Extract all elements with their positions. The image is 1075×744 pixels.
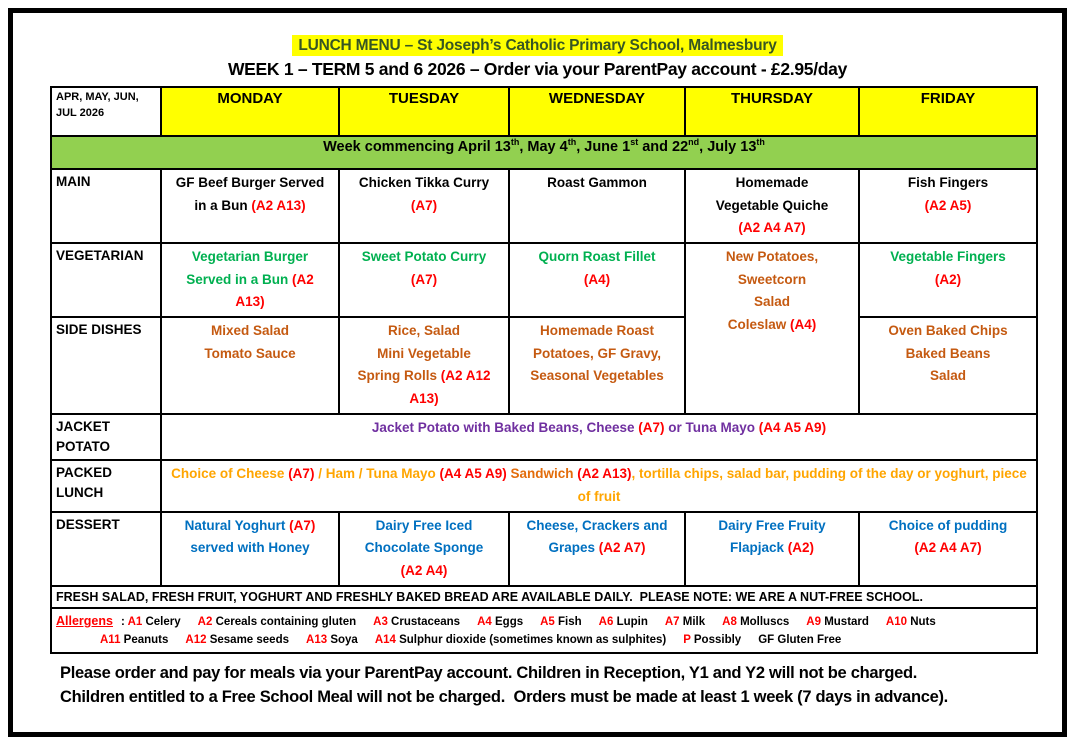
text-segment: st (630, 137, 639, 148)
text-segment: Salad (753, 294, 791, 310)
text-segment: Sandwich (506, 466, 578, 482)
text-segment: (A2 A7) (598, 540, 646, 556)
text-segment: (A4 A5 A9) (758, 419, 827, 435)
row-label-jacket-potato: JACKET POTATO (51, 414, 161, 461)
row-label-dessert: DESSERT (51, 512, 161, 586)
cell-main-monday (161, 169, 339, 243)
text-segment: New Potatoes, (725, 249, 819, 265)
text-segment: , July 13 (699, 139, 757, 155)
text-segment: (A7) (410, 271, 438, 287)
text-segment: (A7) (288, 466, 315, 482)
text-segment: Spring Rolls (357, 368, 441, 384)
text-segment: Jacket Potato with Baked Beans, Cheese (371, 419, 639, 435)
text-segment: Tomato Sauce (204, 345, 296, 361)
lunch-menu-table (50, 86, 1038, 654)
months-corner-label: APR, MAY, JUN, JUL 2026 (51, 87, 161, 136)
text-segment: (A7) (410, 197, 438, 213)
text-segment: Sweetcorn (737, 271, 807, 287)
ordering-note-line2: Children entitled to a Free School Meal will not be charged. Orders must be made at least 1 week (7 days in advance). (60, 688, 948, 707)
allergen-item-a11: A11 Peanuts (100, 634, 169, 647)
text-segment: Salad (929, 368, 967, 384)
text-segment: Flapjack (729, 540, 788, 556)
text-segment: (A7) (638, 419, 665, 435)
allergen-item-a7: A7 Milk (664, 615, 706, 628)
menu-page (8, 8, 1067, 737)
text-segment: nd (688, 137, 700, 148)
text-segment: (A2 A4) (400, 562, 448, 578)
text-segment: (A2 A13) (577, 466, 632, 482)
allergen-item-a13: A13 Soya (306, 634, 358, 647)
allergen-item-a6: A6 Lupin (598, 615, 648, 628)
ordering-note-line1: Please order and pay for meals via your ParentPay account. Children in Reception, Y1 and Y2 will not be charged. (60, 663, 918, 682)
text-segment: Mixed Salad (210, 323, 290, 339)
cell-side-dishes-friday (859, 317, 1037, 414)
text-segment: Choice of Cheese (171, 466, 289, 482)
day-header-thursday: THURSDAY (685, 87, 859, 136)
text-segment: Potatoes, GF Gravy, (532, 345, 662, 361)
allergen-item-gf: GF Gluten Free (758, 634, 842, 647)
day-header-friday: FRIDAY (859, 87, 1037, 136)
text-segment: Chicken Tikka Curry (358, 175, 490, 190)
allergens-legend (51, 608, 1037, 653)
cell-dessert-friday (859, 512, 1037, 586)
text-segment: Homemade Roast (539, 323, 655, 339)
text-segment: (A2) (934, 271, 962, 287)
row-label-packed-lunch: PACKED LUNCH (51, 460, 161, 511)
text-segment: (A7) (289, 517, 316, 533)
day-header-wednesday: WEDNESDAY (509, 87, 685, 136)
text-segment: Natural Yoghurt (184, 517, 290, 533)
text-segment: and 22 (638, 139, 689, 155)
text-segment: (A4 A5 A9) (439, 466, 507, 482)
text-segment: (A2 A13) (251, 197, 306, 213)
allergens-line2 (56, 631, 1032, 649)
ordering-note (60, 661, 1042, 711)
text-segment: GF Beef Burger Served (175, 175, 325, 190)
text-segment: A13) (409, 391, 439, 407)
text-segment: (A4) (583, 271, 611, 287)
text-segment: Vegetable Fingers (890, 249, 1006, 265)
text-segment: Baked Beans (905, 345, 991, 361)
text-segment: Fish Fingers (907, 175, 989, 190)
page-subtitle: WEEK 1 – TERM 5 and 6 2026 – Order via your ParentPay account - £2.95/day (227, 59, 848, 79)
text-segment: th (756, 137, 765, 148)
allergen-item-a9: A9 Mustard (806, 615, 869, 628)
cell-main-tuesday (339, 169, 509, 243)
row-label-vegetarian: VEGETARIAN (51, 243, 161, 317)
text-segment: (A2 A4 A7) (914, 540, 982, 556)
cell-vegetarian-tuesday (339, 243, 509, 317)
week-commencing-band (51, 136, 1037, 169)
text-segment: th (567, 137, 577, 148)
cell-vegetarian-wednesday (509, 243, 685, 317)
text-segment: Dairy Free Fruity (718, 517, 826, 533)
text-segment: (A4) (790, 317, 817, 333)
text-segment: Homemade (735, 175, 809, 190)
text-segment: Oven Baked Chips (888, 323, 1008, 339)
text-segment: Vegetarian Burger (191, 249, 309, 265)
cell-dessert-tuesday (339, 512, 509, 586)
row-label-main: MAIN (51, 169, 161, 243)
allergen-item-a12: A12 Sesame seeds (185, 634, 290, 647)
allergen-item-a14: A14 Sulphur dioxide (sometimes known as sulphites) (374, 634, 667, 647)
cell-dessert-thursday (685, 512, 859, 586)
allergens-label: Allergens (56, 613, 113, 628)
cell-dessert-wednesday (509, 512, 685, 586)
text-segment: , May 4 (519, 139, 568, 155)
text-segment: Vegetable Quiche (715, 197, 829, 213)
text-segment: (A2 (292, 271, 314, 287)
page-title: LUNCH MENU – St Joseph’s Catholic Primary School, Malmesbury (292, 35, 782, 56)
cell-vegetarian-thursday (685, 243, 859, 414)
day-header-monday: MONDAY (161, 87, 339, 136)
text-segment: Cheese, Crackers and (526, 517, 668, 533)
text-segment: Choice of pudding (888, 517, 1008, 533)
text-segment: Chocolate Sponge (364, 540, 484, 556)
allergen-item-a8: A8 Molluscs (722, 615, 790, 628)
allergens-label-colon: : (120, 615, 128, 628)
text-segment: Roast Gammon (547, 175, 647, 190)
allergen-item-a2: A2 Cereals containing gluten (197, 615, 357, 628)
text-segment: or Tuna Mayo (664, 419, 759, 435)
cell-packed-lunch-all-days (161, 460, 1037, 511)
allergen-item-a10: A10 Nuts (885, 615, 936, 628)
text-segment: (A2) (787, 540, 815, 556)
text-segment: Rice, Salad (387, 323, 461, 339)
allergen-item-a4: A4 Eggs (477, 615, 524, 628)
text-segment: Mini Vegetable (377, 345, 471, 361)
title-row (13, 35, 1062, 56)
text-segment: Quorn Roast Fillet (538, 249, 656, 265)
cell-dessert-monday (161, 512, 339, 586)
text-segment: Served in a Bun (186, 271, 292, 287)
text-segment: Coleslaw (727, 317, 791, 333)
cell-jacket-potato-all-days (161, 414, 1037, 461)
text-segment: (A2 A12 (440, 368, 491, 384)
day-header-tuesday: TUESDAY (339, 87, 509, 136)
text-segment: Week commencing April 13 (323, 139, 511, 155)
cell-main-friday (859, 169, 1037, 243)
text-segment: in a Bun (194, 197, 252, 213)
cell-vegetarian-friday (859, 243, 1037, 317)
text-segment: (A2 A5) (924, 197, 972, 213)
cell-main-thursday (685, 169, 859, 243)
cell-side-dishes-wednesday (509, 317, 685, 414)
allergen-item-a1: A1 Celery (127, 615, 181, 628)
text-segment: th (510, 137, 520, 148)
text-segment: , tortilla chips, salad bar, pudding of the day or yoghurt, piece of fruit (577, 466, 1027, 504)
text-segment: Grapes (548, 540, 599, 556)
allergens-line1 (56, 611, 1032, 631)
text-segment: Dairy Free Iced (375, 517, 473, 533)
allergen-item-p: P Possibly (683, 634, 742, 647)
daily-availability-note: FRESH SALAD, FRESH FRUIT, YOGHURT AND FRESHLY BAKED BREAD ARE AVAILABLE DAILY. PLEASE NOTE: WE ARE A NUT-FREE SCHOOL. (51, 586, 1037, 608)
text-segment: / Ham / Tuna Mayo (314, 466, 440, 482)
text-segment: (A2 A4 A7) (738, 220, 806, 236)
cell-main-wednesday (509, 169, 685, 243)
cell-side-dishes-tuesday (339, 317, 509, 414)
row-label-side-dishes: SIDE DISHES (51, 317, 161, 414)
cell-vegetarian-monday (161, 243, 339, 317)
allergen-item-a3: A3 Crustaceans (373, 615, 461, 628)
text-segment: , June 1 (576, 139, 631, 155)
text-segment: Sweet Potato Curry (361, 249, 487, 265)
text-segment: served with Honey (190, 540, 310, 556)
text-segment: A13) (235, 294, 265, 310)
cell-side-dishes-monday (161, 317, 339, 414)
allergen-item-a5: A5 Fish (540, 615, 582, 628)
text-segment: Seasonal Vegetables (530, 368, 664, 384)
